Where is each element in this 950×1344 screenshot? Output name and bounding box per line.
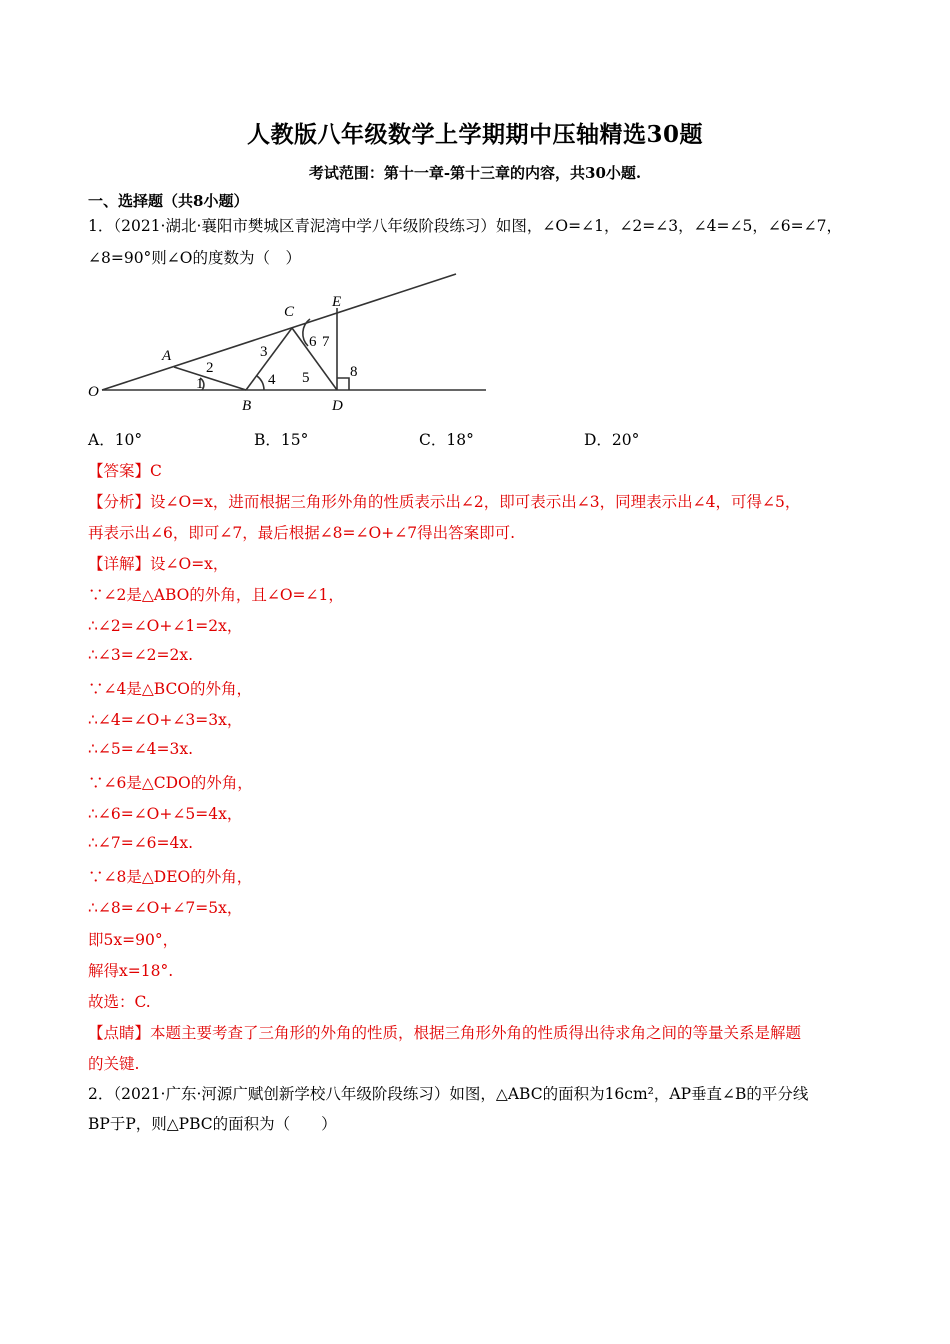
q1-answer: 【答案】C <box>88 462 162 480</box>
label-e: E <box>332 294 342 310</box>
q1-comment-line2: 的关键. <box>88 1055 140 1073</box>
q1-detail-line: ∴∠5=∠4=3x. <box>88 740 194 758</box>
q1-comment-line1: 【点睛】本题主要考查了三角形的外角的性质，根据三角形外角的性质得出待求角之间的等量关系是解题 <box>88 1024 802 1042</box>
q1-detail-line: 【详解】设∠O=x， <box>88 555 229 573</box>
q1-stem-line2: ∠8=90°则∠O的度数为（ ） <box>88 249 302 267</box>
q2-stem-line1: 2．（2021·广东·河源广赋创新学校八年级阶段练习）如图，△ABC的面积为16cm²，AP垂直∠B的平分线 <box>88 1085 809 1103</box>
q1-analysis-line1: 【分析】设∠O=x，进而根据三角形外角的性质表示出∠2，即可表示出∠3，同理表示出∠4，可得∠5， <box>88 493 801 511</box>
q1-detail-line: ∴∠2=∠O+∠1=2x， <box>88 617 243 635</box>
angle-label-7: 7 <box>322 334 330 350</box>
q1-figure <box>82 268 492 418</box>
angle-label-4: 4 <box>268 372 276 388</box>
q1-detail-line: 即5x=90°， <box>88 931 179 949</box>
q1-detail-line: ∴∠8=∠O+∠7=5x， <box>88 899 243 917</box>
q1-detail-line: 解得x=18°. <box>88 962 174 980</box>
right-angle-mark <box>337 378 349 390</box>
q1-detail-line: ∵∠4是△BCO的外角， <box>88 680 253 698</box>
q1-option-d: D．20° <box>584 431 640 449</box>
label-b: B <box>242 398 252 414</box>
angle-label-3: 3 <box>260 344 268 360</box>
angle-label-2: 2 <box>206 360 214 376</box>
angle-label-8: 8 <box>350 364 358 380</box>
page-title: 人教版八年级数学上学期期中压轴精选30题 <box>246 121 703 148</box>
q1-detail-line: 故选：C. <box>88 993 151 1011</box>
label-a: A <box>162 348 172 364</box>
q1-option-b: B．15° <box>254 431 309 449</box>
q1-option-c: C．18° <box>419 431 474 449</box>
q1-detail-line: ∴∠3=∠2=2x. <box>88 646 194 664</box>
q1-detail-line: ∵∠2是△ABO的外角，且∠O=∠1， <box>88 586 344 604</box>
q1-detail-line: ∴∠7=∠6=4x. <box>88 834 194 852</box>
q1-analysis-line2: 再表示出∠6，即可∠7，最后根据∠8=∠O+∠7得出答案即可. <box>88 524 515 542</box>
q1-detail-line: ∴∠6=∠O+∠5=4x， <box>88 805 243 823</box>
q1-detail-line: ∵∠8是△DEO的外角， <box>88 868 253 886</box>
q1-detail-line: ∵∠6是△CDO的外角， <box>88 774 253 792</box>
label-o: O <box>88 384 99 400</box>
angle-label-5: 5 <box>302 370 310 386</box>
exam-scope: 考试范围：第十一章-第十三章的内容，共30小题. <box>308 164 642 182</box>
arc-4 <box>257 376 264 390</box>
angle-label-1: 1 <box>196 376 204 392</box>
q1-detail-line: ∴∠4=∠O+∠3=3x， <box>88 711 243 729</box>
q1-option-a: A．10° <box>88 431 143 449</box>
label-d: D <box>332 398 343 414</box>
section-heading: 一、选择题（共8小题） <box>88 192 249 210</box>
q2-stem-line2: BP于P，则△PBC的面积为（ ） <box>88 1115 337 1133</box>
label-c: C <box>284 304 295 320</box>
angle-label-6: 6 <box>309 334 317 350</box>
q1-stem-line1: 1．（2021·湖北·襄阳市樊城区青泥湾中学八年级阶段练习）如图，∠O=∠1，∠2=∠3，∠4=∠5，∠6=∠7， <box>88 217 842 235</box>
ray-oe <box>102 274 456 390</box>
